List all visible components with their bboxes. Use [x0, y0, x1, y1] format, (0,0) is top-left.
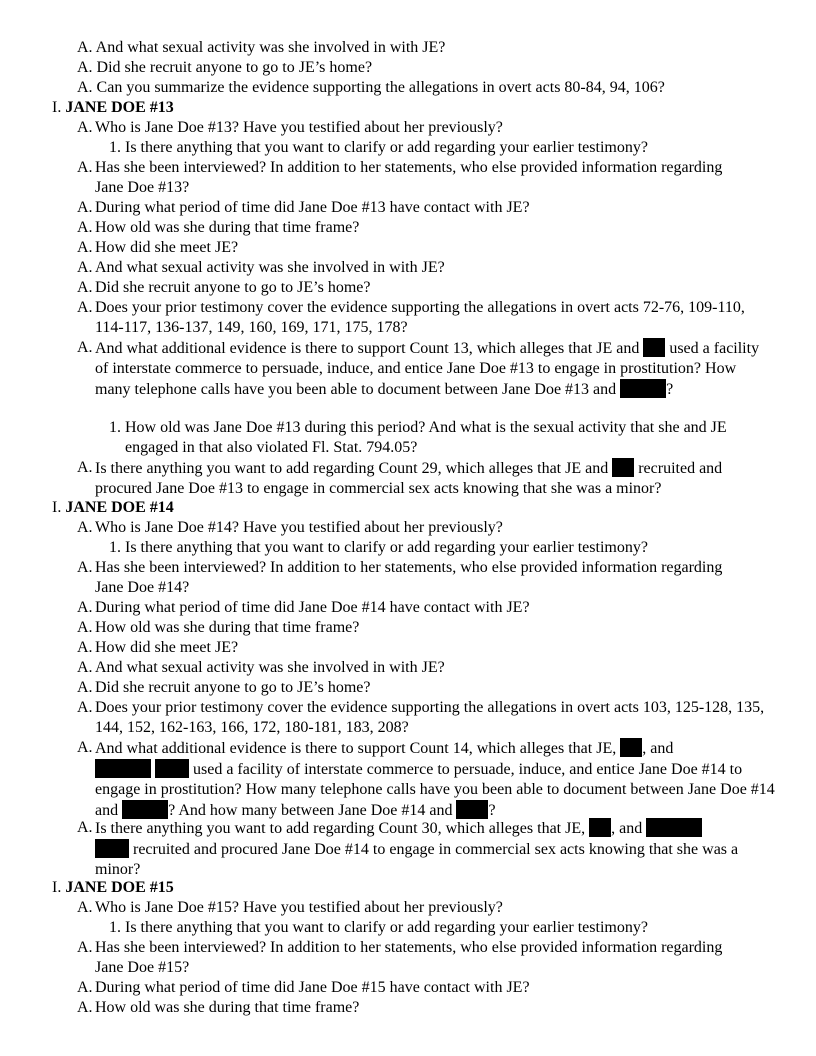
item-text: Did she recruit anyone to go to JE’s home?: [95, 679, 371, 696]
section-title: JANE DOE #15: [65, 879, 174, 896]
text-segment: And what additional evidence is there to support Count 14, which alleges that JE,: [95, 740, 621, 757]
item-text: Who is Jane Doe #15? Have you testified about her previously?: [95, 899, 503, 916]
text-segment: , and: [611, 820, 643, 837]
item-marker: A.: [77, 279, 93, 296]
item-marker: A.: [77, 999, 93, 1016]
item-marker: A.: [77, 559, 93, 576]
question-line: A. Can you summarize the evidence supporting the allegations in overt acts 80-84, 94, 106?: [77, 79, 665, 96]
item-text: Did she recruit anyone to go to JE’s home?: [95, 279, 371, 296]
section-number: I.: [52, 99, 62, 116]
item-marker: A.: [77, 119, 93, 136]
section-heading: [52, 498, 174, 518]
item-text: How did she meet JE?: [95, 239, 239, 256]
item-text: Is there anything that you want to clarify or add regarding your earlier testimony?: [125, 539, 648, 556]
item-text: Is there anything that you want to clarify or add regarding your earlier testimony?: [125, 139, 648, 156]
item-marker: A.: [77, 239, 93, 256]
text-segment: And what additional evidence is there to support Count 13, which alleges that JE and: [95, 340, 644, 357]
text-segment: ?: [666, 381, 674, 398]
item-text: And what sexual activity was she involved in with JE?: [95, 659, 445, 676]
redaction-block: [95, 759, 151, 778]
redaction-block: [643, 338, 665, 357]
redaction-block: [620, 379, 666, 398]
item-text: How old was she during that time frame?: [95, 999, 360, 1016]
item-text: Has she been interviewed? In addition to her statements, who else provided information regarding Jane Doe #14?: [95, 559, 723, 596]
text-segment: recruited and procured Jane Doe #14 to engage in commercial sex acts knowing that she was a minor?: [95, 841, 739, 878]
item-marker: A.: [77, 259, 93, 276]
item-marker: 1.: [109, 139, 121, 156]
section-heading: [52, 878, 174, 898]
section-heading: [52, 98, 174, 118]
item-text: During what period of time did Jane Doe #15 have contact with JE?: [95, 979, 530, 996]
item-text: Does your prior testimony cover the evidence supporting the allegations in overt acts 72-76, 109-110, 114-117, 136-137, 149, 160, 169, 171, 175, 178?: [95, 299, 745, 336]
item-marker: A.: [77, 599, 93, 616]
redaction-block: [456, 800, 488, 819]
redaction-block: [646, 818, 702, 837]
item-text: During what period of time did Jane Doe #13 have contact with JE?: [95, 199, 530, 216]
text-segment: used a facility of interstate commerce to persuade, induce, and entice Jane Doe #14 to engage in prostitution? How many telephone calls have you been able to document between Jane Doe #14 and: [95, 761, 775, 819]
item-text: [95, 458, 755, 499]
text-segment: recruited and procured Jane Doe #13 to engage in commercial sex acts knowing that she was a minor?: [95, 460, 723, 497]
item-marker: A.: [77, 739, 93, 756]
item-text: How old was she during that time frame?: [95, 619, 360, 636]
section-title: JANE DOE #14: [65, 499, 174, 516]
item-text: Has she been interviewed? In addition to her statements, who else provided information regarding Jane Doe #13?: [95, 159, 723, 196]
redaction-block: [155, 759, 189, 778]
item-marker: A.: [77, 939, 93, 956]
item-marker: A.: [77, 699, 93, 716]
item-text: [95, 818, 760, 880]
item-text: [95, 338, 775, 400]
item-marker: 1.: [109, 919, 121, 936]
question-line: A. Did she recruit anyone to go to JE’s home?: [77, 59, 373, 76]
item-marker: A.: [77, 459, 93, 476]
redaction-block: [612, 458, 634, 477]
section-number: I.: [52, 879, 62, 896]
item-marker: 1.: [109, 539, 121, 556]
item-marker: A.: [77, 339, 93, 356]
redaction-block: [122, 800, 168, 819]
section-title: JANE DOE #13: [65, 99, 174, 116]
item-text: How old was she during that time frame?: [95, 219, 360, 236]
redaction-block: [589, 818, 611, 837]
item-text: During what period of time did Jane Doe #14 have contact with JE?: [95, 599, 530, 616]
item-marker: A.: [77, 679, 93, 696]
item-marker: A.: [77, 819, 93, 836]
item-text: [95, 738, 785, 821]
text-segment: used a facility of interstate commerce to persuade, induce, and entice Jane Doe #13 to engage in prostitution? How many telephone calls have you been able to document between Jane Doe #13 and: [95, 340, 760, 398]
item-marker: A.: [77, 299, 93, 316]
item-marker: A.: [77, 519, 93, 536]
item-marker: A.: [77, 219, 93, 236]
item-marker: 1.: [109, 419, 121, 436]
item-text: How did she meet JE?: [95, 639, 239, 656]
item-marker: A.: [77, 979, 93, 996]
redaction-block: [620, 738, 642, 757]
item-marker: A.: [77, 899, 93, 916]
item-text: Is there anything that you want to clarify or add regarding your earlier testimony?: [125, 919, 648, 936]
redaction-block: [95, 839, 129, 858]
item-text: How old was Jane Doe #13 during this period? And what is the sexual activity that she and JE engaged in that also violated Fl. Stat. 794.05?: [125, 419, 727, 456]
item-text: And what sexual activity was she involved in with JE?: [95, 259, 445, 276]
item-text: Who is Jane Doe #13? Have you testified about her previously?: [95, 119, 503, 136]
item-marker: A.: [77, 619, 93, 636]
text-segment: Is there anything you want to add regarding Count 29, which alleges that JE and: [95, 460, 613, 477]
text-segment: ? And how many between Jane Doe #14 and: [168, 802, 457, 819]
item-text: Has she been interviewed? In addition to her statements, who else provided information regarding Jane Doe #15?: [95, 939, 723, 976]
section-number: I.: [52, 499, 62, 516]
item-marker: A.: [77, 639, 93, 656]
item-marker: A.: [77, 199, 93, 216]
item-marker: A.: [77, 659, 93, 676]
item-text: Who is Jane Doe #14? Have you testified about her previously?: [95, 519, 503, 536]
text-segment: Is there anything you want to add regarding Count 30, which alleges that JE,: [95, 820, 590, 837]
item-text: Does your prior testimony cover the evidence supporting the allegations in overt acts 103, 125-128, 135, 144, 152, 162-163, 166, 172, 180-181, 183, 208?: [95, 699, 765, 736]
question-line: A. And what sexual activity was she involved in with JE?: [77, 39, 446, 56]
text-segment: , and: [642, 740, 674, 757]
text-segment: ?: [488, 802, 496, 819]
item-marker: A.: [77, 159, 93, 176]
